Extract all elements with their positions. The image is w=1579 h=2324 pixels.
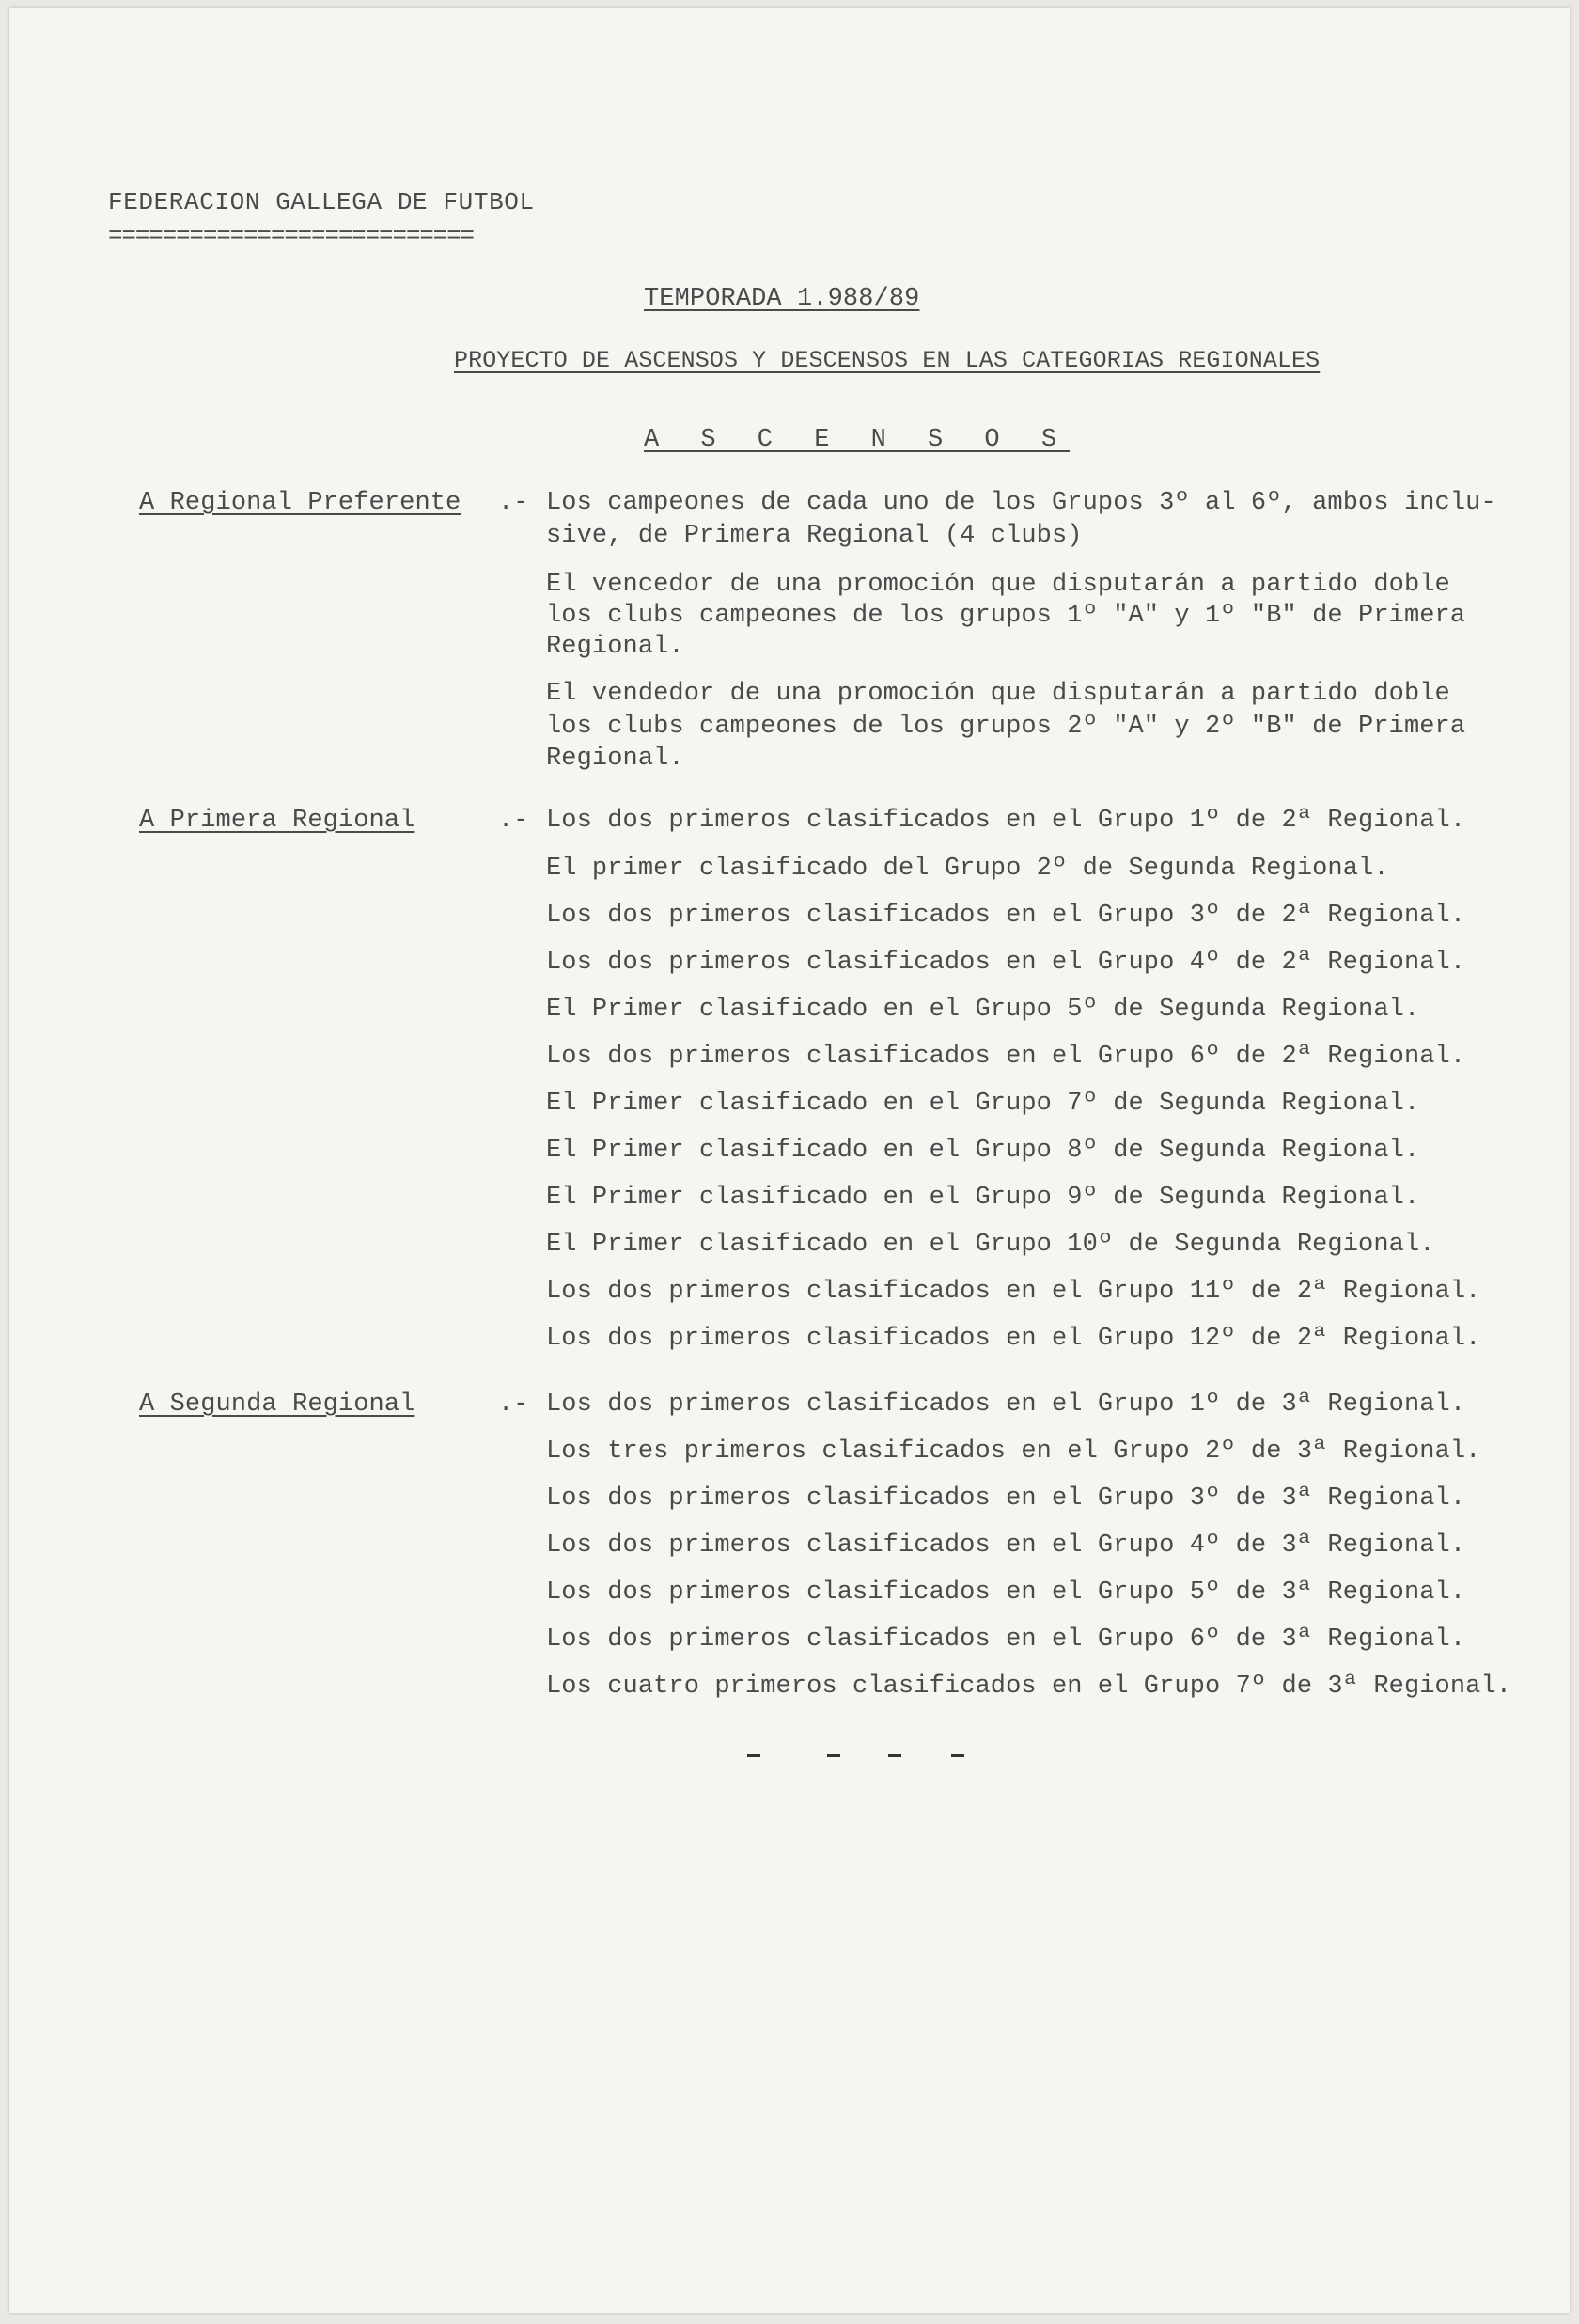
rule-line: El Primer clasificado en el Grupo 7º de Segunda Regional. bbox=[546, 1090, 1420, 1118]
rule-line: los clubs campeones de los grupos 1º "A" y 1º "B" de Primera bbox=[546, 602, 1466, 630]
separator: .- bbox=[498, 807, 529, 835]
rule-line: El vencedor de una promoción que disputarán a partido doble bbox=[546, 571, 1450, 599]
rule-line: Los dos primeros clasificados en el Grupo 1º de 2ª Regional. bbox=[546, 807, 1466, 835]
rule-line: Los campeones de cada uno de los Grupos 3º al 6º, ambos inclu- bbox=[546, 489, 1496, 517]
rule-line: Los dos primeros clasificados en el Grupo 12º de 2ª Regional. bbox=[546, 1325, 1481, 1353]
rule-line: El vendedor de una promoción que disputarán a partido doble bbox=[546, 680, 1450, 708]
separator: .- bbox=[498, 1390, 529, 1419]
rule-line: Los dos primeros clasificados en el Grupo 4º de 3ª Regional. bbox=[546, 1531, 1466, 1560]
header-rule: =========================== bbox=[108, 222, 474, 250]
end-dash bbox=[888, 1754, 901, 1757]
rule-line: Los dos primeros clasificados en el Grupo 6º de 3ª Regional. bbox=[546, 1625, 1466, 1654]
rule-line: los clubs campeones de los grupos 2º "A" y 2º "B" de Primera bbox=[546, 713, 1466, 741]
rule-line: Los dos primeros clasificados en el Grupo 3º de 2ª Regional. bbox=[546, 902, 1466, 930]
rule-line: El Primer clasificado en el Grupo 9º de Segunda Regional. bbox=[546, 1184, 1420, 1212]
end-dash bbox=[951, 1754, 964, 1757]
project-title: PROYECTO DE ASCENSOS Y DESCENSOS EN LAS CATEGORIAS REGIONALES bbox=[454, 347, 1321, 374]
category-label: A Segunda Regional bbox=[139, 1390, 415, 1419]
rule-line: Los cuatro primeros clasificados en el Grupo 7º de 3ª Regional. bbox=[546, 1672, 1512, 1701]
rule-line: Los tres primeros clasificados en el Grupo 2º de 3ª Regional. bbox=[546, 1437, 1481, 1466]
organization-name: FEDERACION GALLEGA DE FUTBOL bbox=[108, 188, 535, 216]
category-label: A Primera Regional bbox=[139, 807, 415, 835]
category-label: A Regional Preferente bbox=[139, 489, 461, 517]
end-dash bbox=[747, 1754, 760, 1757]
rule-line: Los dos primeros clasificados en el Grupo 3º de 3ª Regional. bbox=[546, 1484, 1466, 1513]
rule-line: sive, de Primera Regional (4 clubs) bbox=[546, 522, 1083, 550]
rule-line: Los dos primeros clasificados en el Grupo 5º de 3ª Regional. bbox=[546, 1578, 1466, 1607]
rule-line: El Primer clasificado en el Grupo 5º de Segunda Regional. bbox=[546, 996, 1420, 1024]
rule-line: Los dos primeros clasificados en el Grupo 6º de 2ª Regional. bbox=[546, 1043, 1466, 1071]
rule-line: Regional. bbox=[546, 633, 684, 661]
rule-line: El Primer clasificado en el Grupo 10º de Segunda Regional. bbox=[546, 1231, 1435, 1259]
season-title: TEMPORADA 1.988/89 bbox=[644, 285, 920, 313]
rule-line: Los dos primeros clasificados en el Grupo 11º de 2ª Regional. bbox=[546, 1278, 1481, 1306]
rule-line: Los dos primeros clasificados en el Grupo 1º de 3ª Regional. bbox=[546, 1390, 1466, 1419]
section-title: A S C E N S O S bbox=[644, 426, 1071, 454]
rule-line: El Primer clasificado en el Grupo 8º de Segunda Regional. bbox=[546, 1137, 1420, 1165]
rule-line: Regional. bbox=[546, 745, 684, 773]
separator: .- bbox=[498, 489, 529, 517]
end-dash bbox=[827, 1754, 840, 1757]
rule-line: Los dos primeros clasificados en el Grupo 4º de 2ª Regional. bbox=[546, 949, 1466, 977]
rule-line: El primer clasificado del Grupo 2º de Segunda Regional. bbox=[546, 855, 1389, 883]
